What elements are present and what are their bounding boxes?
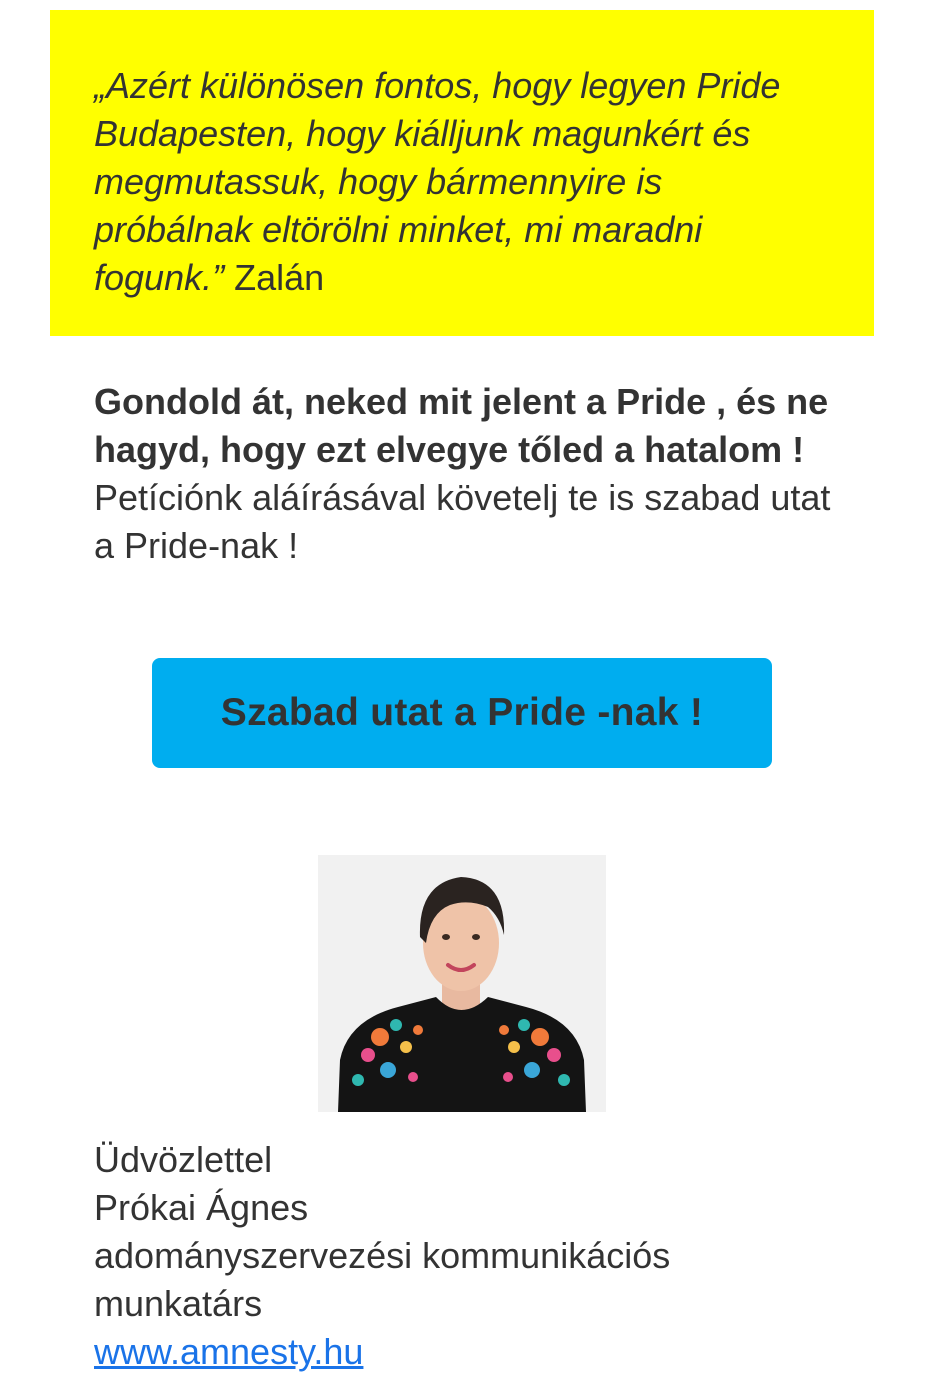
website-line — [94, 1328, 874, 1376]
quote-author: Zalán — [234, 257, 325, 298]
appeal-normal-text: Petíciónk aláírásával követelj te is szabad utat a Pride-nak ! — [94, 477, 831, 566]
quote-body: „Azért különösen fontos, hogy legyen Pride Budapesten, hogy kiálljunk magunkért és megmutassuk, hogy bármennyire is próbálnak eltörölni minket, mi maradni fogunk.” — [94, 65, 781, 298]
quote-text — [94, 62, 830, 302]
sender-name: Prókai Ágnes — [94, 1187, 309, 1228]
portrait-illustration — [318, 855, 606, 1112]
quote-box — [50, 10, 874, 336]
signature-block — [94, 1136, 874, 1376]
sender-role-line2: munkatárs — [94, 1283, 263, 1324]
petition-button[interactable]: Szabad utat a Pride -nak ! — [152, 658, 772, 768]
sender-role-line1: adományszervezési kommunikációs — [94, 1235, 671, 1276]
appeal-bold-text: Gondold át, neked mit jelent a Pride , és ne hagyd, hogy ezt elvegye tőled a hatalom ! — [94, 381, 829, 470]
appeal-paragraph — [94, 378, 854, 570]
website-link[interactable]: www.amnesty.hu — [94, 1331, 364, 1372]
author-photo — [318, 855, 606, 1112]
greeting: Üdvözlettel — [94, 1139, 273, 1180]
